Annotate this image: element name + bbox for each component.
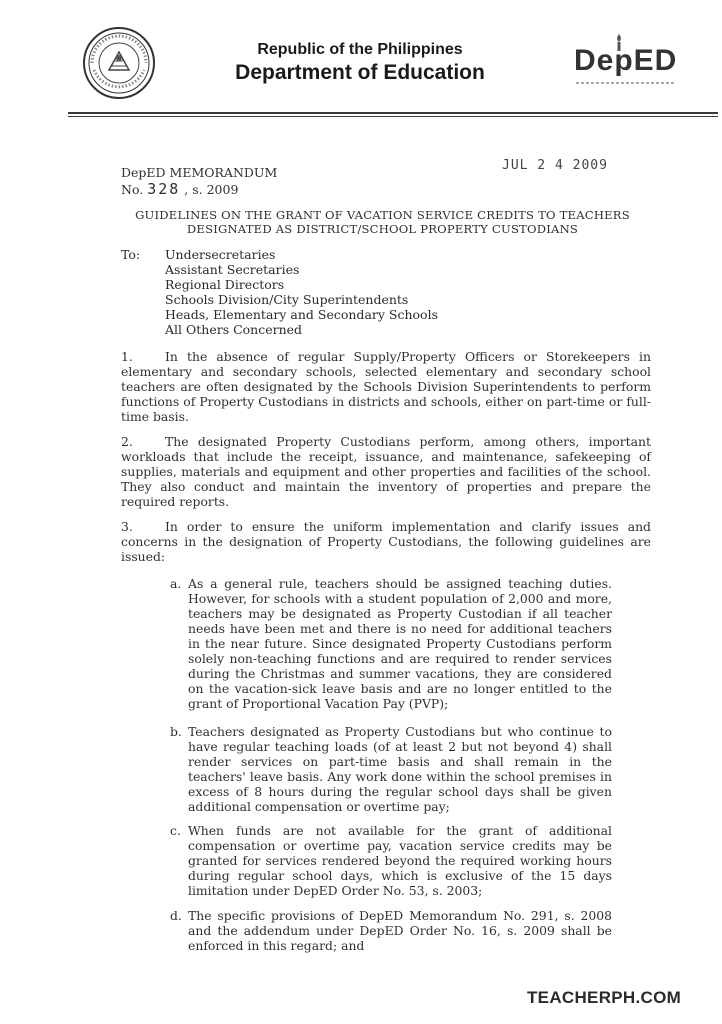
- memo-title: [110, 208, 655, 236]
- paragraph-text: In the absence of regular Supply/Property Officers or Storekeepers in elementary and secondary schools, selected elementary and secondary school teachers are often designated by the Schools Division Superintendents to perform functions of Property Custodians in districts and schools, either on part-time or full-time basis.: [121, 349, 651, 424]
- guideline-item-d: [170, 908, 612, 953]
- memo-heading: [121, 165, 277, 198]
- item-label: a.: [170, 576, 182, 591]
- paragraph-number: 1.: [121, 349, 133, 364]
- teacherph-watermark: TEACHERPH.COM: [527, 988, 682, 1007]
- paragraph-number: 3.: [121, 519, 133, 534]
- department-heading: Department of Education: [235, 61, 485, 84]
- item-text: Teachers designated as Property Custodians but who continue to have regular teaching loads (of at least 2 but not beyond 4) shall render services on part-time basis and shall remain in the teachers' leave basis. Any work done within the school premises in excess of 8 hours during the regular school days shall be given additional compensation or overtime pay;: [188, 724, 612, 814]
- title-line-1: GUIDELINES ON THE GRANT OF VACATION SERVICE CREDITS TO TEACHERS: [135, 208, 630, 222]
- paragraph-number: 2.: [121, 434, 133, 449]
- seal-icon: [82, 26, 156, 100]
- item-label: c.: [170, 823, 181, 838]
- date-stamp: JUL 2 4 2009: [502, 158, 608, 173]
- title-line-2: DESIGNATED AS DISTRICT/SCHOOL PROPERTY CUSTODIANS: [186, 222, 579, 236]
- item-text: As a general rule, teachers should be assigned teaching duties. However, for schools with a student population of 2,000 and more, teachers may be designated as Property Custodian if all teacher needs have been met and there is no need for additional teachers in the near future. Since designated Property Custodians perform solely non-teaching functions and are required to render services during the Christmas and summer vacations, they are considered on the vacation-sick leave basis and are no longer entitled to the grant of Proportional Vacation Pay (PVP);: [188, 576, 612, 711]
- header-rule-thin: [68, 116, 718, 117]
- memo-no-prefix: No.: [121, 182, 144, 197]
- recipient: Assistant Secretaries: [165, 262, 300, 277]
- recipient: Schools Division/City Superintendents: [165, 292, 409, 307]
- paragraph-text: In order to ensure the uniform implementation and clarify issues and concerns in the designation of Property Custodians, the following guidelines are issued:: [121, 519, 651, 564]
- paragraph-text: The designated Property Custodians perform, among others, important workloads that include the receipt, issuance, and maintenance, safekeeping of supplies, materials and equipment and other properties and facilities of the school. They also conduct and maintain the inventory of properties and prepare the required reports.: [121, 434, 651, 509]
- letterhead: [200, 40, 520, 86]
- item-label: d.: [170, 908, 182, 923]
- guideline-item-a: [170, 576, 612, 711]
- item-label: b.: [170, 724, 182, 739]
- item-text: The specific provisions of DepED Memorandum No. 291, s. 2008 and the addendum under DepED Order No. 16, s. 2009 shall be enforced in this regard; and: [188, 908, 612, 953]
- recipient: Heads, Elementary and Secondary Schools: [165, 307, 438, 322]
- to-label: To:: [121, 247, 141, 262]
- paragraph-3: [121, 519, 651, 564]
- recipient: Regional Directors: [165, 277, 285, 292]
- recipient: Undersecretaries: [165, 247, 276, 262]
- memo-number-line: [121, 181, 277, 198]
- guideline-item-b: [170, 724, 612, 814]
- memo-series: , s. 2009: [184, 182, 239, 197]
- logo-wordmark: DepED: [574, 44, 678, 77]
- paragraph-1: [121, 349, 651, 424]
- paragraph-2: [121, 434, 651, 509]
- recipient: All Others Concerned: [165, 322, 303, 337]
- item-text: When funds are not available for the grant of additional compensation or overtime pay, vacation service credits may be granted for services rendered beyond the required working hours during regular school days, which is exclusive of the 15 days limitation under DepED Order No. 53, s. 2003;: [188, 823, 612, 898]
- guideline-item-c: [170, 823, 612, 898]
- header-rule: [68, 112, 718, 114]
- logo-tagline-graphic: [576, 82, 676, 84]
- memo-number: 328: [147, 180, 181, 198]
- memo-label: DepED MEMORANDUM: [121, 165, 278, 180]
- deped-logo: [572, 38, 682, 92]
- republic-heading: Republic of the Philippines: [257, 41, 463, 58]
- recipient-list: [165, 247, 438, 337]
